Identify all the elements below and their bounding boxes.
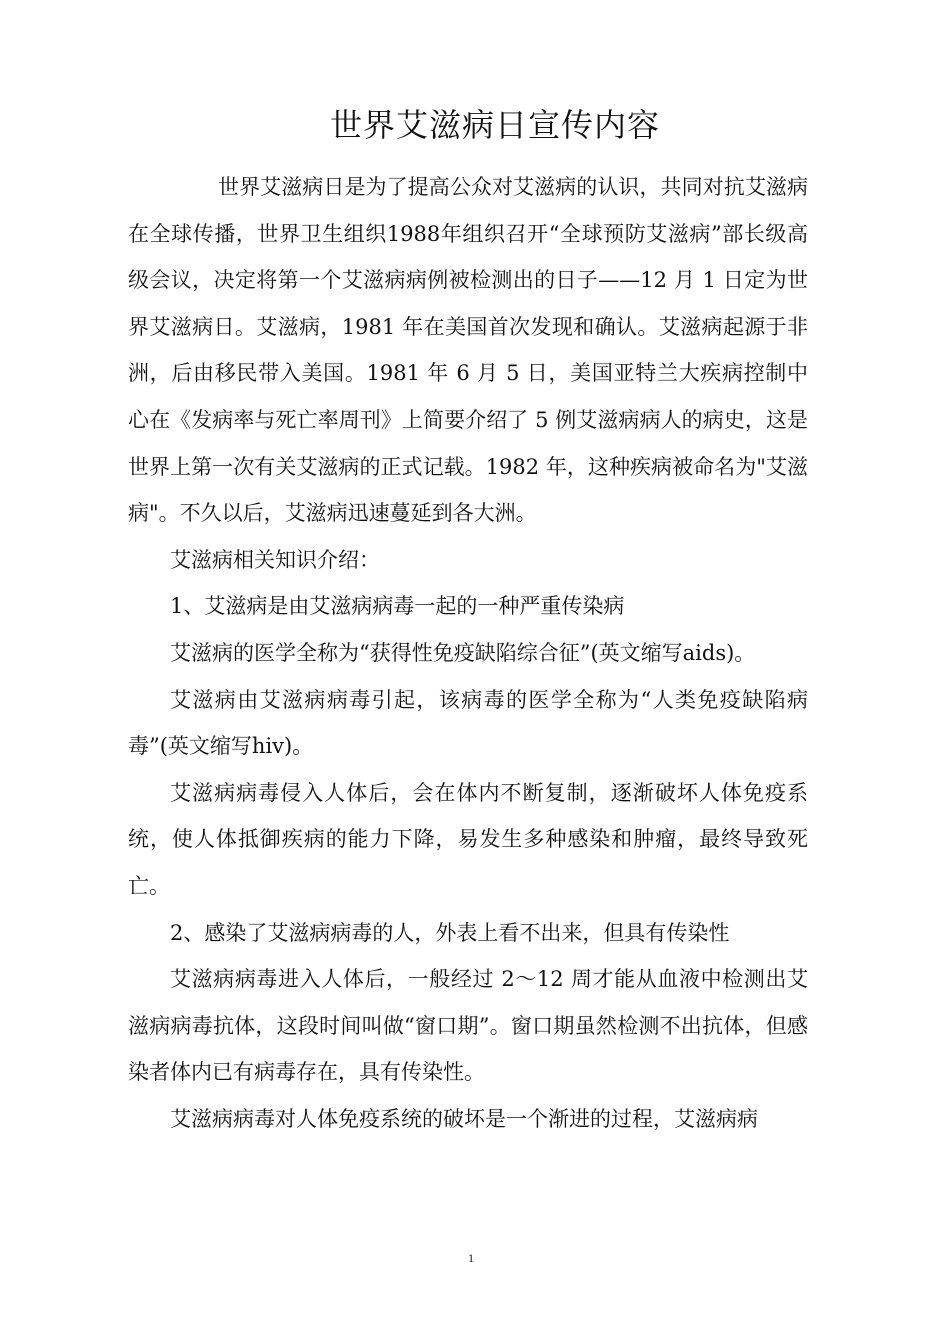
paragraph-hiv-definition: 艾滋病由艾滋病病毒引起，该病毒的医学全称为“人类免疫缺陷病毒”(英文缩写hiv)。 — [128, 687, 808, 759]
paragraph-knowledge-heading: 艾滋病相关知识介绍： — [170, 547, 380, 572]
paragraph-window-period: 艾滋病病毒进入人体后，一般经过 2～12 周才能从血液中检测出艾滋病病毒抗体，这段时间叫做“窗口期”。窗口期虽然检测不出抗体，但感染者体内已有病毒存在，具有传染性。 — [128, 967, 808, 1085]
document-body — [128, 164, 808, 1142]
paragraph-section-2-heading: 2、感染了艾滋病病毒的人，外表上看不出来，但具有传染性 — [170, 920, 730, 945]
page-number: 1 — [468, 1251, 474, 1265]
document-title: 世界艾滋病日宣传内容 — [329, 106, 660, 144]
paragraph-section-1-heading: 1、艾滋病是由艾滋病病毒一起的一种严重传染病 — [170, 594, 625, 619]
paragraph-immune-damage: 艾滋病病毒对人体免疫系统的破坏是一个渐进的过程，艾滋病病 — [170, 1106, 758, 1131]
paragraph-aids-definition: 艾滋病的医学全称为“获得性免疫缺陷综合征”(英文缩写aids)。 — [170, 640, 756, 665]
paragraph-intro: 世界艾滋病日是为了提高公众对艾滋病的认识，共同对抗艾滋病在全球传播，世界卫生组织1988年组织召开“全球预防艾滋病”部长级高级会议，决定将第一个艾滋病病例被检测出的日子——12 月 1 日定为世界艾滋病日。艾滋病，1981 年在美国首次发现和确认。艾滋病起源于非洲，后由移民带入美国。1981 年 6 月 5 日，美国亚特兰大疾病控制中心在《发病率与死亡率周刊》上简要介绍了 5 例艾滋病病人的病史，这是世界上第一次有关艾滋病的正式记载。1982 年，这种疾病被命名为"艾滋病"。不久以后，艾滋病迅速蔓延到各大洲。 — [128, 175, 808, 526]
paragraph-hiv-effects: 艾滋病病毒侵入人体后，会在体内不断复制，逐渐破坏人体免疫系统，使人体抵御疾病的能力下降，易发生多种感染和肿瘤，最终导致死亡。 — [128, 780, 808, 898]
